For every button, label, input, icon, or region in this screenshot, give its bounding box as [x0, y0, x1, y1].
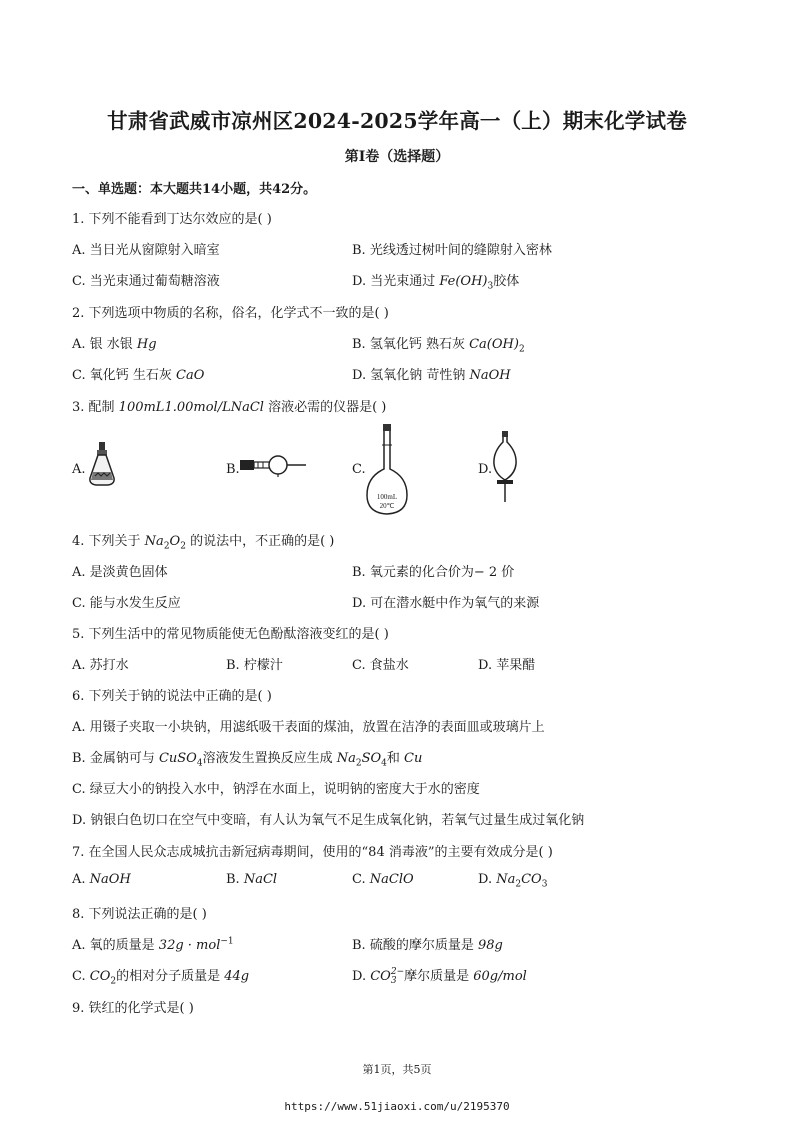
question-7-stem: 7. 在全国人民众志成城抗击新冠病毒期间，使用的“84 消毒液”的主要有效成分是( ): [72, 845, 553, 860]
question-7-option-d: D. $Na_2CO_3$: [478, 872, 548, 890]
alcohol-lamp-image: [86, 440, 118, 490]
question-6-option-d: D. 钠银白色切口在空气中变暗，有人认为氧气不足生成氧化钠，若氧气过量生成过氧化钠: [72, 813, 585, 828]
question-6-stem: 6. 下列关于钠的说法中正确的是( ): [72, 689, 272, 704]
question-8-option-d: D. CO 2− 3 摩尔质量是 60g/mol: [352, 966, 527, 986]
question-1-option-b: B. 光线透过树叶间的缝隙射入密林: [352, 243, 552, 258]
question-4-stem: 4. 下列关于 $Na_2O_2$ 的说法中，不正确的是( ): [72, 534, 335, 552]
question-9-stem: 9. 铁红的化学式是( ): [72, 1001, 194, 1016]
volumetric-flask-image: [364, 423, 410, 517]
question-2-option-b: B. 氢氧化钙 熟石灰 $Ca(OH)_2$: [352, 337, 525, 355]
distillation-flask-image: [238, 452, 308, 478]
question-1-option-d: D. 当光束通过 $Fe(OH)_3$胶体: [352, 274, 520, 292]
question-8-option-c: C. $CO_2$的相对分子质量是 44g: [72, 969, 250, 987]
question-6-option-b: B. 金属钠可与 CuSO$_4$溶液发生置换反应生成 $Na_2SO_4$和 Cu: [72, 751, 423, 769]
part-subtitle: 第I卷（选择题）: [344, 149, 450, 165]
question-7-option-c: C. NaClO: [352, 872, 414, 887]
question-3-option-c: C.: [352, 462, 366, 477]
question-2-stem: 2. 下列选项中物质的名称，俗名，化学式不一致的是( ): [72, 306, 389, 321]
question-4-option-a: A. 是淡黄色固体: [72, 565, 168, 580]
question-1-option-c: C. 当光束通过葡萄糖溶液: [72, 274, 220, 289]
question-3-option-a: A.: [72, 462, 86, 477]
question-8-option-a: A. 氧的质量是 32g · mol$^{-1}$: [72, 936, 234, 953]
question-2-option-d: D. 氢氧化钠 苛性钠 NaOH: [352, 368, 511, 383]
question-4-option-d: D. 可在潜水艇中作为氧气的来源: [352, 596, 540, 611]
question-7-option-a: A. NaOH: [72, 872, 131, 887]
question-5-option-c: C. 食盐水: [352, 658, 409, 673]
question-5-option-b: B. 柠檬汁: [226, 658, 283, 673]
section-heading: 一、单选题：本大题共14小题，共42分。: [72, 182, 317, 197]
question-3-option-d: D.: [478, 462, 493, 477]
question-5-option-d: D. 苹果醋: [478, 658, 536, 673]
question-3-stem: 3. 配制 100mL1.00mol/LNaCl 溶液必需的仪器是( ): [72, 400, 387, 415]
question-6-option-a: A. 用镊子夹取一小块钠，用滤纸吸干表面的煤油，放置在洁净的表面皿或玻璃片上: [72, 720, 545, 735]
question-3-option-b: B.: [226, 462, 240, 477]
question-8-stem: 8. 下列说法正确的是( ): [72, 907, 207, 922]
question-6-option-c: C. 绿豆大小的钠投入水中，钠浮在水面上，说明钠的密度大于水的密度: [72, 782, 480, 797]
page-title: 甘肃省武威市凉州区2024-2025学年高一（上）期末化学试卷: [107, 109, 687, 133]
question-4-option-c: C. 能与水发生反应: [72, 596, 181, 611]
flask-label-temp: 20℃: [379, 502, 395, 510]
flask-label-volume: 100mL: [376, 493, 398, 501]
question-1-option-a: A. 当日光从窗隙射入暗室: [72, 243, 220, 258]
question-2-option-a: A. 银 水银 Hg: [72, 337, 157, 352]
question-5-option-a: A. 苏打水: [72, 658, 129, 673]
question-5-stem: 5. 下列生活中的常见物质能使无色酚酞溶液变红的是( ): [72, 627, 389, 642]
question-7-option-b: B. NaCl: [226, 872, 278, 887]
page-footer: 第1页，共5页: [362, 1063, 432, 1076]
question-2-option-c: C. 氧化钙 生石灰 CaO: [72, 368, 205, 383]
question-1-stem: 1. 下列不能看到丁达尔效应的是( ): [72, 212, 272, 227]
question-8-option-b: B. 硫酸的摩尔质量是 98g: [352, 938, 503, 953]
separatory-funnel-image: [488, 430, 522, 506]
watermark-url: https://www.51jiaoxi.com/u/2195370: [284, 1100, 510, 1113]
question-4-option-b: B. 氧元素的化合价为− 2 价: [352, 565, 515, 580]
